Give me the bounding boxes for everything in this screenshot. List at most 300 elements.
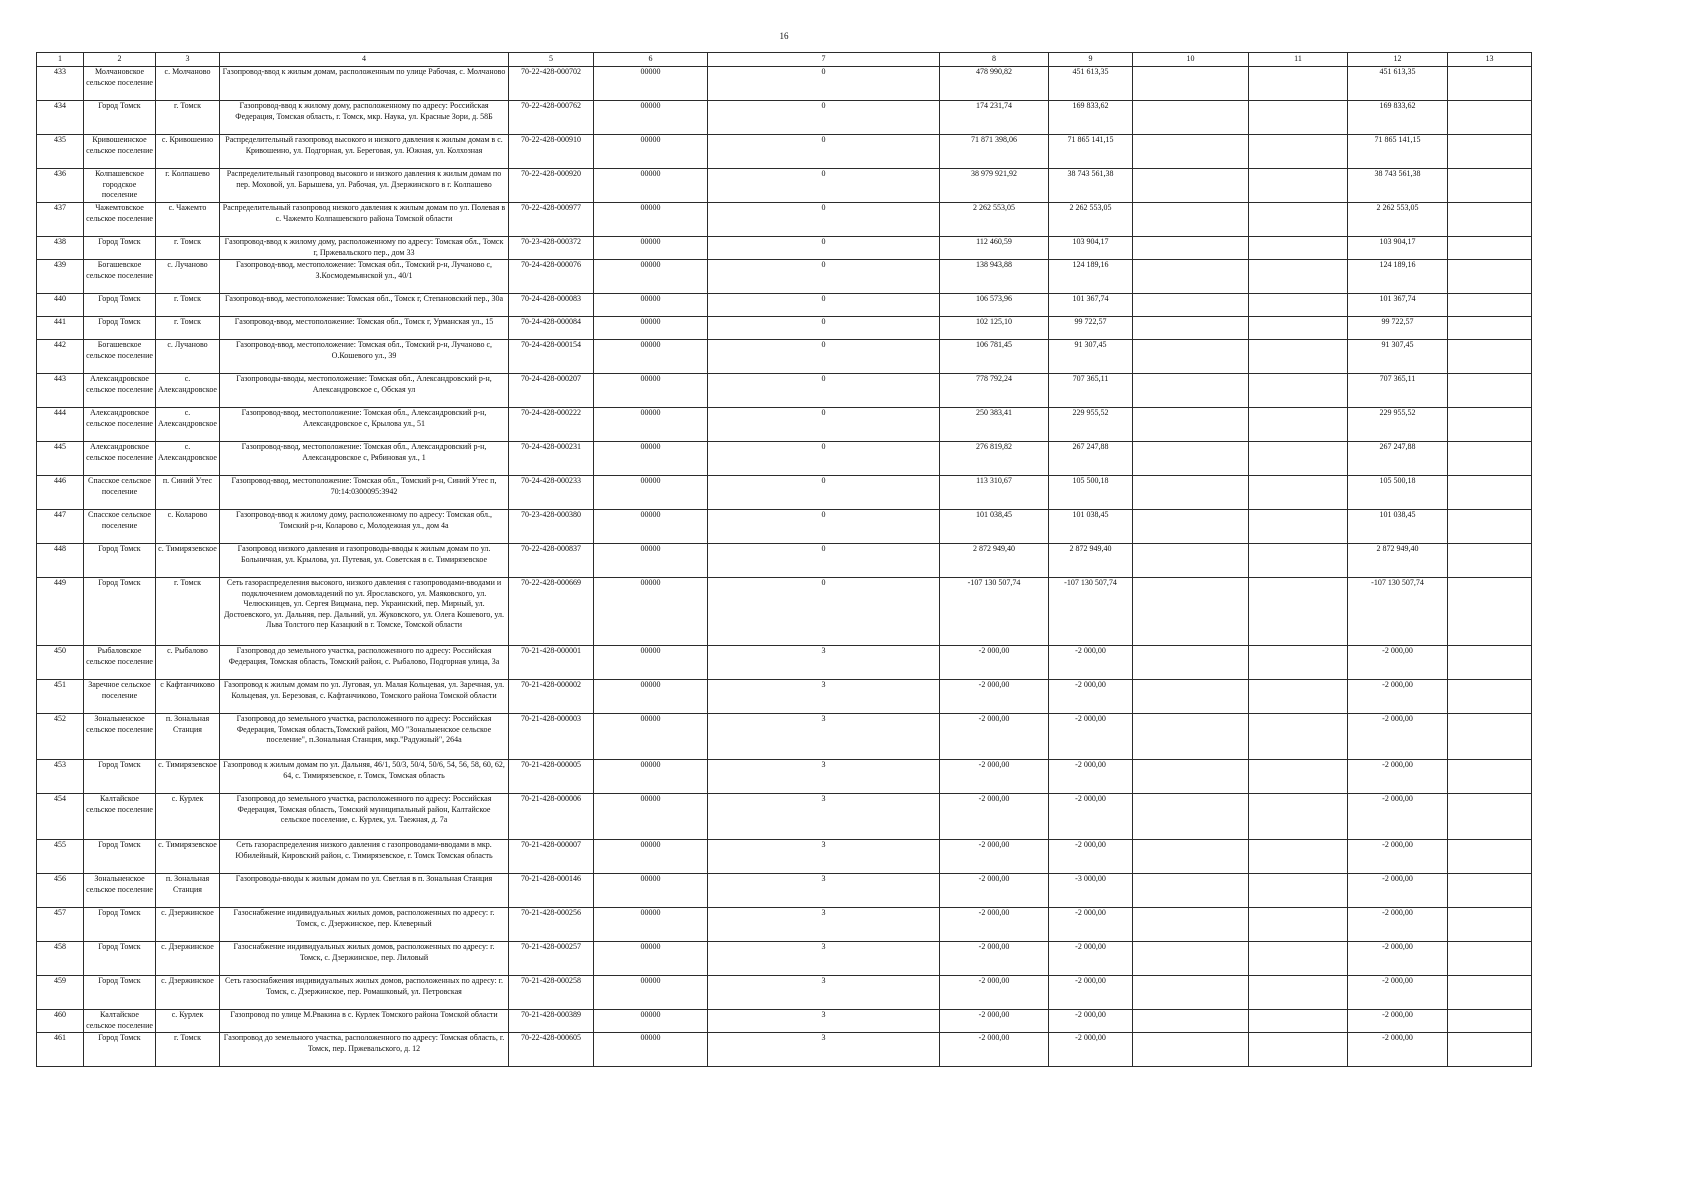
col-13 (1448, 942, 1532, 976)
col-11 (1249, 442, 1348, 476)
settlement: с Кафтанчиково (156, 680, 220, 714)
col-13 (1448, 135, 1532, 169)
col-11 (1249, 794, 1348, 840)
col-12-value: -2 000,00 (1348, 760, 1448, 794)
col-12-value: -2 000,00 (1348, 1010, 1448, 1033)
row-number: 455 (37, 840, 84, 874)
object-description: Газоснабжение индивидуальных жилых домов, расположенных по адресу: г. Томск, с. Дзержинское, пер. Лиловый (220, 942, 509, 976)
code: 00000 (594, 374, 708, 408)
col-9-value: 38 743 561,38 (1049, 169, 1133, 203)
col-12-value: -107 130 507,74 (1348, 578, 1448, 646)
col-9-value: 91 307,45 (1049, 340, 1133, 374)
col-11 (1249, 67, 1348, 101)
municipality: Спасское сельское поселение (84, 510, 156, 544)
col-7: 0 (708, 169, 940, 203)
municipality: Богашевское сельское поселение (84, 340, 156, 374)
code: 00000 (594, 169, 708, 203)
col-9-value: -107 130 507,74 (1049, 578, 1133, 646)
col-9-value: -2 000,00 (1049, 794, 1133, 840)
cadastral-number: 70-21-428-000146 (509, 874, 594, 908)
code: 00000 (594, 680, 708, 714)
col-9-value: 103 904,17 (1049, 237, 1133, 260)
col-10 (1133, 578, 1249, 646)
municipality: Колпашевское городское поселение (84, 169, 156, 203)
table-row (37, 680, 1532, 714)
col-9-value: -2 000,00 (1049, 646, 1133, 680)
column-header-3: 3 (156, 53, 220, 67)
col-12-value: 2 872 949,40 (1348, 544, 1448, 578)
col-12-value: 707 365,11 (1348, 374, 1448, 408)
object-description: Газопровод-ввод к жилому дому, расположенному по адресу: Томская обл., Томск г, Пржевальского пер., дом 33 (220, 237, 509, 260)
col-11 (1249, 976, 1348, 1010)
col-13 (1448, 476, 1532, 510)
object-description: Газопроводы-вводы, местоположение: Томская обл., Александровский р-н, Александровское с, Обская ул (220, 374, 509, 408)
col-10 (1133, 976, 1249, 1010)
row-number: 434 (37, 101, 84, 135)
column-header-8: 8 (940, 53, 1049, 67)
col-8-value: 778 792,24 (940, 374, 1049, 408)
table-row (37, 1010, 1532, 1033)
row-number: 456 (37, 874, 84, 908)
col-8-value: -2 000,00 (940, 908, 1049, 942)
table-row (37, 237, 1532, 260)
col-12-value: 267 247,88 (1348, 442, 1448, 476)
col-7: 3 (708, 1010, 940, 1033)
code: 00000 (594, 67, 708, 101)
row-number: 436 (37, 169, 84, 203)
municipality: Город Томск (84, 976, 156, 1010)
col-13 (1448, 101, 1532, 135)
col-11 (1249, 544, 1348, 578)
col-10 (1133, 442, 1249, 476)
code: 00000 (594, 317, 708, 340)
municipality: Город Томск (84, 760, 156, 794)
col-10 (1133, 794, 1249, 840)
col-9-value: 707 365,11 (1049, 374, 1133, 408)
col-12-value: -2 000,00 (1348, 680, 1448, 714)
cadastral-number: 70-24-428-000154 (509, 340, 594, 374)
col-11 (1249, 1033, 1348, 1067)
col-11 (1249, 760, 1348, 794)
object-description: Газопровод к жилым домам по ул. Дальняя, 46/1, 50/3, 50/4, 50/6, 54, 56, 58, 60, 62, 64, с. Тимирязевское, г. Томск, Томская область (220, 760, 509, 794)
col-7: 0 (708, 408, 940, 442)
table-row (37, 794, 1532, 840)
col-8-value: -2 000,00 (940, 680, 1049, 714)
col-7: 3 (708, 976, 940, 1010)
col-10 (1133, 340, 1249, 374)
cadastral-number: 70-22-428-000920 (509, 169, 594, 203)
code: 00000 (594, 510, 708, 544)
cadastral-number: 70-22-428-000910 (509, 135, 594, 169)
col-12-value: 99 722,57 (1348, 317, 1448, 340)
table-row (37, 317, 1532, 340)
cadastral-number: 70-23-428-000372 (509, 237, 594, 260)
row-number: 449 (37, 578, 84, 646)
col-7: 3 (708, 714, 940, 760)
table-row (37, 760, 1532, 794)
col-7: 0 (708, 135, 940, 169)
col-11 (1249, 874, 1348, 908)
col-13 (1448, 544, 1532, 578)
col-13 (1448, 294, 1532, 317)
municipality: Чажемтовское сельское поселение (84, 203, 156, 237)
col-10 (1133, 840, 1249, 874)
cadastral-number: 70-21-428-000389 (509, 1010, 594, 1033)
col-12-value: -2 000,00 (1348, 1033, 1448, 1067)
col-9-value: -2 000,00 (1049, 1010, 1133, 1033)
col-7: 0 (708, 544, 940, 578)
row-number: 450 (37, 646, 84, 680)
col-9-value: -2 000,00 (1049, 1033, 1133, 1067)
col-12-value: -2 000,00 (1348, 976, 1448, 1010)
col-12-value: -2 000,00 (1348, 908, 1448, 942)
col-9-value: 169 833,62 (1049, 101, 1133, 135)
code: 00000 (594, 794, 708, 840)
col-12-value: 451 613,35 (1348, 67, 1448, 101)
object-description: Сеть газораспределения низкого давления с газопроводами-вводами в мкр. Юбилейный, Кировский район, с. Тимирязевское, г. Томск Томская область (220, 840, 509, 874)
col-9-value: -3 000,00 (1049, 874, 1133, 908)
municipality: Богашевское сельское поселение (84, 260, 156, 294)
col-13 (1448, 1010, 1532, 1033)
col-9-value: 451 613,35 (1049, 67, 1133, 101)
row-number: 446 (37, 476, 84, 510)
object-description: Газопровод-ввод, местоположение: Томская обл., Александровский р-н, Александровское с, Крылова ул., 51 (220, 408, 509, 442)
municipality: Город Томск (84, 1033, 156, 1067)
code: 00000 (594, 1010, 708, 1033)
table-row (37, 840, 1532, 874)
settlement: п. Зональная Станция (156, 874, 220, 908)
row-number: 435 (37, 135, 84, 169)
settlement: с. Тимирязевское (156, 544, 220, 578)
settlement: с. Рыбалово (156, 646, 220, 680)
municipality: Город Томск (84, 942, 156, 976)
row-number: 451 (37, 680, 84, 714)
table-row (37, 976, 1532, 1010)
col-8-value: 276 819,82 (940, 442, 1049, 476)
col-13 (1448, 680, 1532, 714)
col-11 (1249, 476, 1348, 510)
row-number: 442 (37, 340, 84, 374)
col-8-value: -107 130 507,74 (940, 578, 1049, 646)
col-9-value: -2 000,00 (1049, 760, 1133, 794)
table-row (37, 578, 1532, 646)
col-10 (1133, 942, 1249, 976)
object-description: Газопровод-ввод, местоположение: Томская обл., Томск г, Степановский пер., 30а (220, 294, 509, 317)
col-13 (1448, 1033, 1532, 1067)
col-9-value: 99 722,57 (1049, 317, 1133, 340)
col-11 (1249, 374, 1348, 408)
cadastral-number: 70-22-428-000977 (509, 203, 594, 237)
table-row (37, 169, 1532, 203)
col-8-value: -2 000,00 (940, 1033, 1049, 1067)
table-row (37, 510, 1532, 544)
column-header-6: 6 (594, 53, 708, 67)
page-number: 16 (779, 31, 789, 41)
col-9-value: -2 000,00 (1049, 908, 1133, 942)
code: 00000 (594, 578, 708, 646)
col-7: 0 (708, 340, 940, 374)
col-13 (1448, 260, 1532, 294)
settlement: г. Томск (156, 317, 220, 340)
code: 00000 (594, 646, 708, 680)
municipality: Город Томск (84, 101, 156, 135)
code: 00000 (594, 442, 708, 476)
col-8-value: -2 000,00 (940, 976, 1049, 1010)
municipality: Зональненское сельское поселение (84, 714, 156, 760)
col-8-value: -2 000,00 (940, 942, 1049, 976)
municipality: Зональненское сельское поселение (84, 874, 156, 908)
col-11 (1249, 340, 1348, 374)
col-8-value: -2 000,00 (940, 840, 1049, 874)
col-13 (1448, 442, 1532, 476)
settlement: с. Дзержинское (156, 908, 220, 942)
col-11 (1249, 578, 1348, 646)
col-11 (1249, 203, 1348, 237)
row-number: 437 (37, 203, 84, 237)
col-8-value: 250 383,41 (940, 408, 1049, 442)
col-13 (1448, 760, 1532, 794)
table-row (37, 942, 1532, 976)
code: 00000 (594, 260, 708, 294)
col-11 (1249, 237, 1348, 260)
settlement: г. Томск (156, 237, 220, 260)
settlement: с. Курлек (156, 794, 220, 840)
row-number: 452 (37, 714, 84, 760)
col-7: 3 (708, 760, 940, 794)
col-9-value: 71 865 141,15 (1049, 135, 1133, 169)
col-12-value: -2 000,00 (1348, 942, 1448, 976)
settlement: с. Тимирязевское (156, 840, 220, 874)
row-number: 458 (37, 942, 84, 976)
settlement: г. Томск (156, 1033, 220, 1067)
col-8-value: 106 573,96 (940, 294, 1049, 317)
settlement: с. Молчаново (156, 67, 220, 101)
cadastral-number: 70-22-428-000837 (509, 544, 594, 578)
cadastral-number: 70-21-428-000006 (509, 794, 594, 840)
column-header-10: 10 (1133, 53, 1249, 67)
object-description: Распределительный газопровод низкого давления к жилым домам по ул. Полевая в с. Чажемто Колпашевского района Томской области (220, 203, 509, 237)
column-header-5: 5 (509, 53, 594, 67)
col-11 (1249, 646, 1348, 680)
cadastral-number: 70-22-428-000702 (509, 67, 594, 101)
col-9-value: 267 247,88 (1049, 442, 1133, 476)
col-10 (1133, 874, 1249, 908)
cadastral-number: 70-21-428-000257 (509, 942, 594, 976)
col-10 (1133, 203, 1249, 237)
col-11 (1249, 1010, 1348, 1033)
col-12-value: 101 038,45 (1348, 510, 1448, 544)
col-10 (1133, 1010, 1249, 1033)
col-9-value: 2 872 949,40 (1049, 544, 1133, 578)
code: 00000 (594, 840, 708, 874)
object-description: Газопровод-ввод, местоположение: Томская обл., Александровский р-н, Александровское с, Рябиновая ул., 1 (220, 442, 509, 476)
settlement: г. Колпашево (156, 169, 220, 203)
col-10 (1133, 908, 1249, 942)
code: 00000 (594, 760, 708, 794)
settlement: г. Томск (156, 101, 220, 135)
col-11 (1249, 260, 1348, 294)
col-13 (1448, 874, 1532, 908)
col-11 (1249, 510, 1348, 544)
row-number: 457 (37, 908, 84, 942)
cadastral-number: 70-21-428-000007 (509, 840, 594, 874)
municipality: Город Томск (84, 578, 156, 646)
column-header-12: 12 (1348, 53, 1448, 67)
table-row (37, 1033, 1532, 1067)
col-13 (1448, 976, 1532, 1010)
table-row (37, 135, 1532, 169)
municipality: Александровское сельское поселение (84, 408, 156, 442)
cadastral-number: 70-24-428-000083 (509, 294, 594, 317)
cadastral-number: 70-21-428-000003 (509, 714, 594, 760)
col-7: 0 (708, 203, 940, 237)
municipality: Рыбаловское сельское поселение (84, 646, 156, 680)
object-description: Газопровод-ввод к жилым домам, расположенным по улице Рабочая, с. Молчаново (220, 67, 509, 101)
code: 00000 (594, 476, 708, 510)
col-10 (1133, 510, 1249, 544)
object-description: Газопровод до земельного участка, расположенного по адресу: Российская Федерация, Томская область, Томский муниципальный район, Калтайское сельское поселение, с. Курлек, ул. Таежная, д. 7а (220, 794, 509, 840)
col-12-value: 103 904,17 (1348, 237, 1448, 260)
col-11 (1249, 908, 1348, 942)
cadastral-number: 70-22-428-000605 (509, 1033, 594, 1067)
col-12-value: 91 307,45 (1348, 340, 1448, 374)
code: 00000 (594, 408, 708, 442)
col-13 (1448, 408, 1532, 442)
col-7: 3 (708, 1033, 940, 1067)
col-9-value: -2 000,00 (1049, 840, 1133, 874)
object-description: Сеть газоснабжения индивидуальных жилых домов, расположенных по адресу: г. Томск, с. Дзержинское, пер. Ромашковый, ул. Петровская (220, 976, 509, 1010)
col-10 (1133, 169, 1249, 203)
col-9-value: -2 000,00 (1049, 976, 1133, 1010)
settlement: с. Коларово (156, 510, 220, 544)
object-description: Сеть газораспределения высокого, низкого давления с газопроводами-вводами и подключением домовладений по ул. Ярославского, ул. Маяковского, ул. Челюскинцев, ул. Сергея Вицмана, пер. Украинский, пер. Мирный, ул. Достоевского, ул. Дальняя, пер. Дальний, ул. Жуковского, ул. Олега Кошевого, ул. Льва Толстого пер Казацкий в г. Томске, Томской области (220, 578, 509, 646)
code: 00000 (594, 714, 708, 760)
col-12-value: 2 262 553,05 (1348, 203, 1448, 237)
col-8-value: -2 000,00 (940, 646, 1049, 680)
col-10 (1133, 1033, 1249, 1067)
column-header-13: 13 (1448, 53, 1532, 67)
object-description: Газопровод низкого давления и газопроводы-вводы к жилым домам по ул. Больничная, ул. Крылова, ул. Путевая, ул. Советская в с. Тимирязевское (220, 544, 509, 578)
col-12-value: 105 500,18 (1348, 476, 1448, 510)
table-row (37, 442, 1532, 476)
object-description: Газопровод до земельного участка, расположенного по адресу: Томская область, г. Томск, пер. Пржевальского, д. 12 (220, 1033, 509, 1067)
col-8-value: -2 000,00 (940, 874, 1049, 908)
cadastral-number: 70-24-428-000076 (509, 260, 594, 294)
column-header-1: 1 (37, 53, 84, 67)
col-9-value: -2 000,00 (1049, 714, 1133, 760)
row-number: 461 (37, 1033, 84, 1067)
settlement: с. Александровское (156, 442, 220, 476)
table-row (37, 294, 1532, 317)
code: 00000 (594, 544, 708, 578)
col-11 (1249, 408, 1348, 442)
code: 00000 (594, 135, 708, 169)
col-12-value: -2 000,00 (1348, 840, 1448, 874)
col-8-value: 102 125,10 (940, 317, 1049, 340)
col-8-value: -2 000,00 (940, 760, 1049, 794)
col-9-value: 101 038,45 (1049, 510, 1133, 544)
col-13 (1448, 646, 1532, 680)
object-description: Газопровод до земельного участка, расположенного по адресу: Российская Федерация, Томская область,Томский район, МО "Зональненское сельское поселение", п.Зональная Станция, мкр."Радужный", 264а (220, 714, 509, 760)
table-body (37, 67, 1532, 1067)
col-13 (1448, 169, 1532, 203)
col-7: 0 (708, 442, 940, 476)
table-row (37, 544, 1532, 578)
col-7: 0 (708, 374, 940, 408)
col-7: 3 (708, 646, 940, 680)
settlement: с. Чажемто (156, 203, 220, 237)
object-description: Газоснабжение индивидуальных жилых домов, расположенных по адресу: г. Томск, с. Дзержинское, пер. Клеверный (220, 908, 509, 942)
col-11 (1249, 942, 1348, 976)
cadastral-number: 70-24-428-000233 (509, 476, 594, 510)
col-13 (1448, 794, 1532, 840)
col-12-value: -2 000,00 (1348, 794, 1448, 840)
col-12-value: -2 000,00 (1348, 646, 1448, 680)
col-10 (1133, 374, 1249, 408)
col-10 (1133, 135, 1249, 169)
table-row (37, 476, 1532, 510)
cadastral-number: 70-21-428-000005 (509, 760, 594, 794)
row-number: 439 (37, 260, 84, 294)
municipality: Город Томск (84, 317, 156, 340)
col-10 (1133, 101, 1249, 135)
row-number: 433 (37, 67, 84, 101)
col-9-value: -2 000,00 (1049, 680, 1133, 714)
col-13 (1448, 317, 1532, 340)
municipality: Калтайское сельское поселение (84, 794, 156, 840)
col-12-value: -2 000,00 (1348, 874, 1448, 908)
col-8-value: 106 781,45 (940, 340, 1049, 374)
object-description: Распределительный газопровод высокого и низкого давления к жилым домам в с. Кривошеино, ул. Подгорная, ул. Береговая, ул. Южная, ул. Колхозная (220, 135, 509, 169)
code: 00000 (594, 908, 708, 942)
col-11 (1249, 317, 1348, 340)
settlement: с. Дзержинское (156, 976, 220, 1010)
object-description: Газопровод до земельного участка, расположенного по адресу: Российская Федерация, Томская область, Томский район, с. Рыбалово, Подгорная улица, 3а (220, 646, 509, 680)
municipality: Город Томск (84, 294, 156, 317)
code: 00000 (594, 1033, 708, 1067)
row-number: 453 (37, 760, 84, 794)
object-description: Газопровод к жилым домам по ул. Луговая, ул. Малая Кольцевая, ул. Заречная, ул. Кольцевая, ул. Березовая, с. Кафтанчиково, Томского района Томской области (220, 680, 509, 714)
col-7: 0 (708, 260, 940, 294)
settlement: с. Курлек (156, 1010, 220, 1033)
cadastral-number: 70-24-428-000222 (509, 408, 594, 442)
col-13 (1448, 840, 1532, 874)
col-13 (1448, 203, 1532, 237)
table-row (37, 908, 1532, 942)
col-10 (1133, 714, 1249, 760)
col-9-value: 229 955,52 (1049, 408, 1133, 442)
column-header-4: 4 (220, 53, 509, 67)
col-7: 0 (708, 294, 940, 317)
code: 00000 (594, 874, 708, 908)
cadastral-number: 70-22-428-000762 (509, 101, 594, 135)
col-7: 0 (708, 237, 940, 260)
col-11 (1249, 294, 1348, 317)
col-12-value: 124 189,16 (1348, 260, 1448, 294)
table-row (37, 340, 1532, 374)
code: 00000 (594, 101, 708, 135)
col-13 (1448, 340, 1532, 374)
col-13 (1448, 67, 1532, 101)
row-number: 438 (37, 237, 84, 260)
municipality: Заречное сельское поселение (84, 680, 156, 714)
col-7: 3 (708, 908, 940, 942)
cadastral-number: 70-21-428-000258 (509, 976, 594, 1010)
col-10 (1133, 408, 1249, 442)
col-9-value: 2 262 553,05 (1049, 203, 1133, 237)
col-13 (1448, 510, 1532, 544)
municipality: Спасское сельское поселение (84, 476, 156, 510)
